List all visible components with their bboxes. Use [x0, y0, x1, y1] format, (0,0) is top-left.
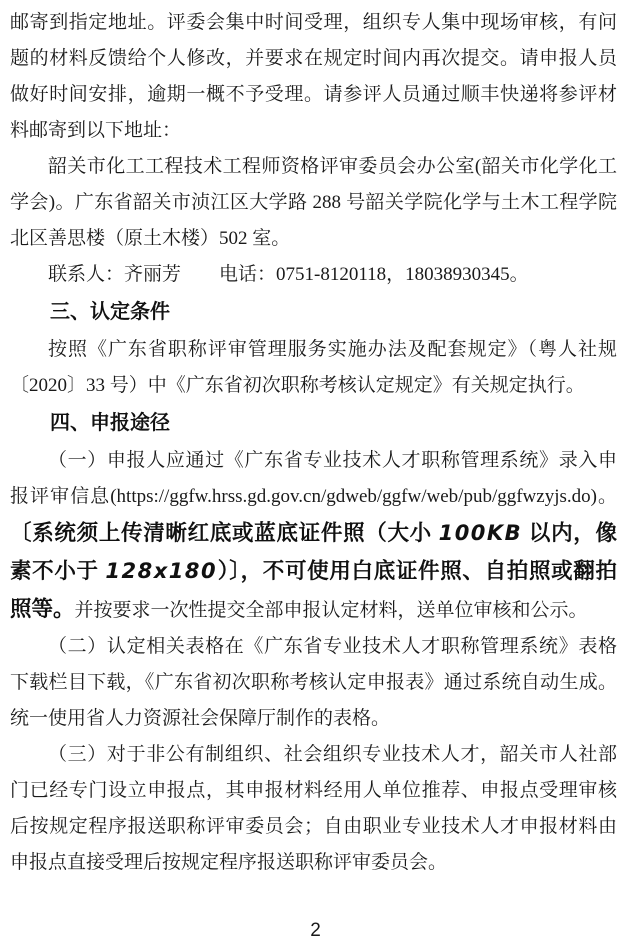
emphasis-segment: 128x180 — [105, 559, 218, 583]
text-segment: 并按要求一次性提交全部申报认定材料，送单位审核和公示。 — [74, 600, 588, 621]
paragraph: （二）认定相关表格在《广东省专业技术人才职称管理系统》表格下载栏目下载，《广东省初次职称考核认定申报表》通过系统自动生成。统一使用省人力资源社会保障厅制作的表格。 — [10, 636, 617, 729]
paragraph: （三）对于非公有制组织、社会组织专业技术人才，韶关市人社部门已经专门设立申报点，其申报材料经用人单位推荐、申报点受理审核后按规定程序报送职称评审委员会；自由职业专业技术人才申报材料由申报点直接受理后按规定程序报送职称评审委员会。 — [10, 744, 617, 873]
page-number: 2 — [310, 920, 321, 941]
text-segment: （一）申报人应通过《广东省专业技术人才职称管理系统》录入申报评审信息(https://ggfw.hrss.gd.gov.cn/gdweb/ggfw/web/pub/ggfwzyjs.do)。 — [10, 450, 617, 507]
document-body — [10, 5, 617, 915]
emphasis-segment: 〔系统须上传清晰红底或蓝底证件照（大小 — [10, 521, 439, 545]
section-heading: 三、认定条件 — [50, 301, 170, 323]
paragraph: 按照《广东省职称评审管理服务实施办法及配套规定》（粤人社规〔2020〕33 号）中《广东省初次职称考核认定规定》有关规定执行。 — [10, 339, 617, 396]
paragraph: 韶关市化工工程技术工程师资格评审委员会办公室(韶关市化学化工学会)。广东省韶关市浈江区大学路 288 号韶关学院化学与土木工程学院北区善思楼（原土木楼）502 室。 — [10, 156, 617, 249]
paragraph: 邮寄到指定地址。评委会集中时间受理，组织专人集中现场审核，有问题的材料反馈给个人修改，并要求在规定时间内再次提交。请申报人员做好时间安排，逾期一概不予受理。请参评人员通过顺丰快递将参评材料邮寄到以下地址： — [10, 12, 617, 141]
emphasis-segment: 100KB — [438, 521, 523, 545]
paragraph — [10, 443, 617, 629]
section-heading: 四、申报途径 — [50, 412, 170, 434]
emphasis-segment: 以内，像素不小于 — [10, 521, 617, 583]
paragraph: 联系人：齐丽芳 电话：0751-8120118，18038930345。 — [48, 264, 529, 285]
emphasis-segment: ）〕，不可使用白底证件照、自拍照或翻拍照等。 — [10, 559, 617, 621]
